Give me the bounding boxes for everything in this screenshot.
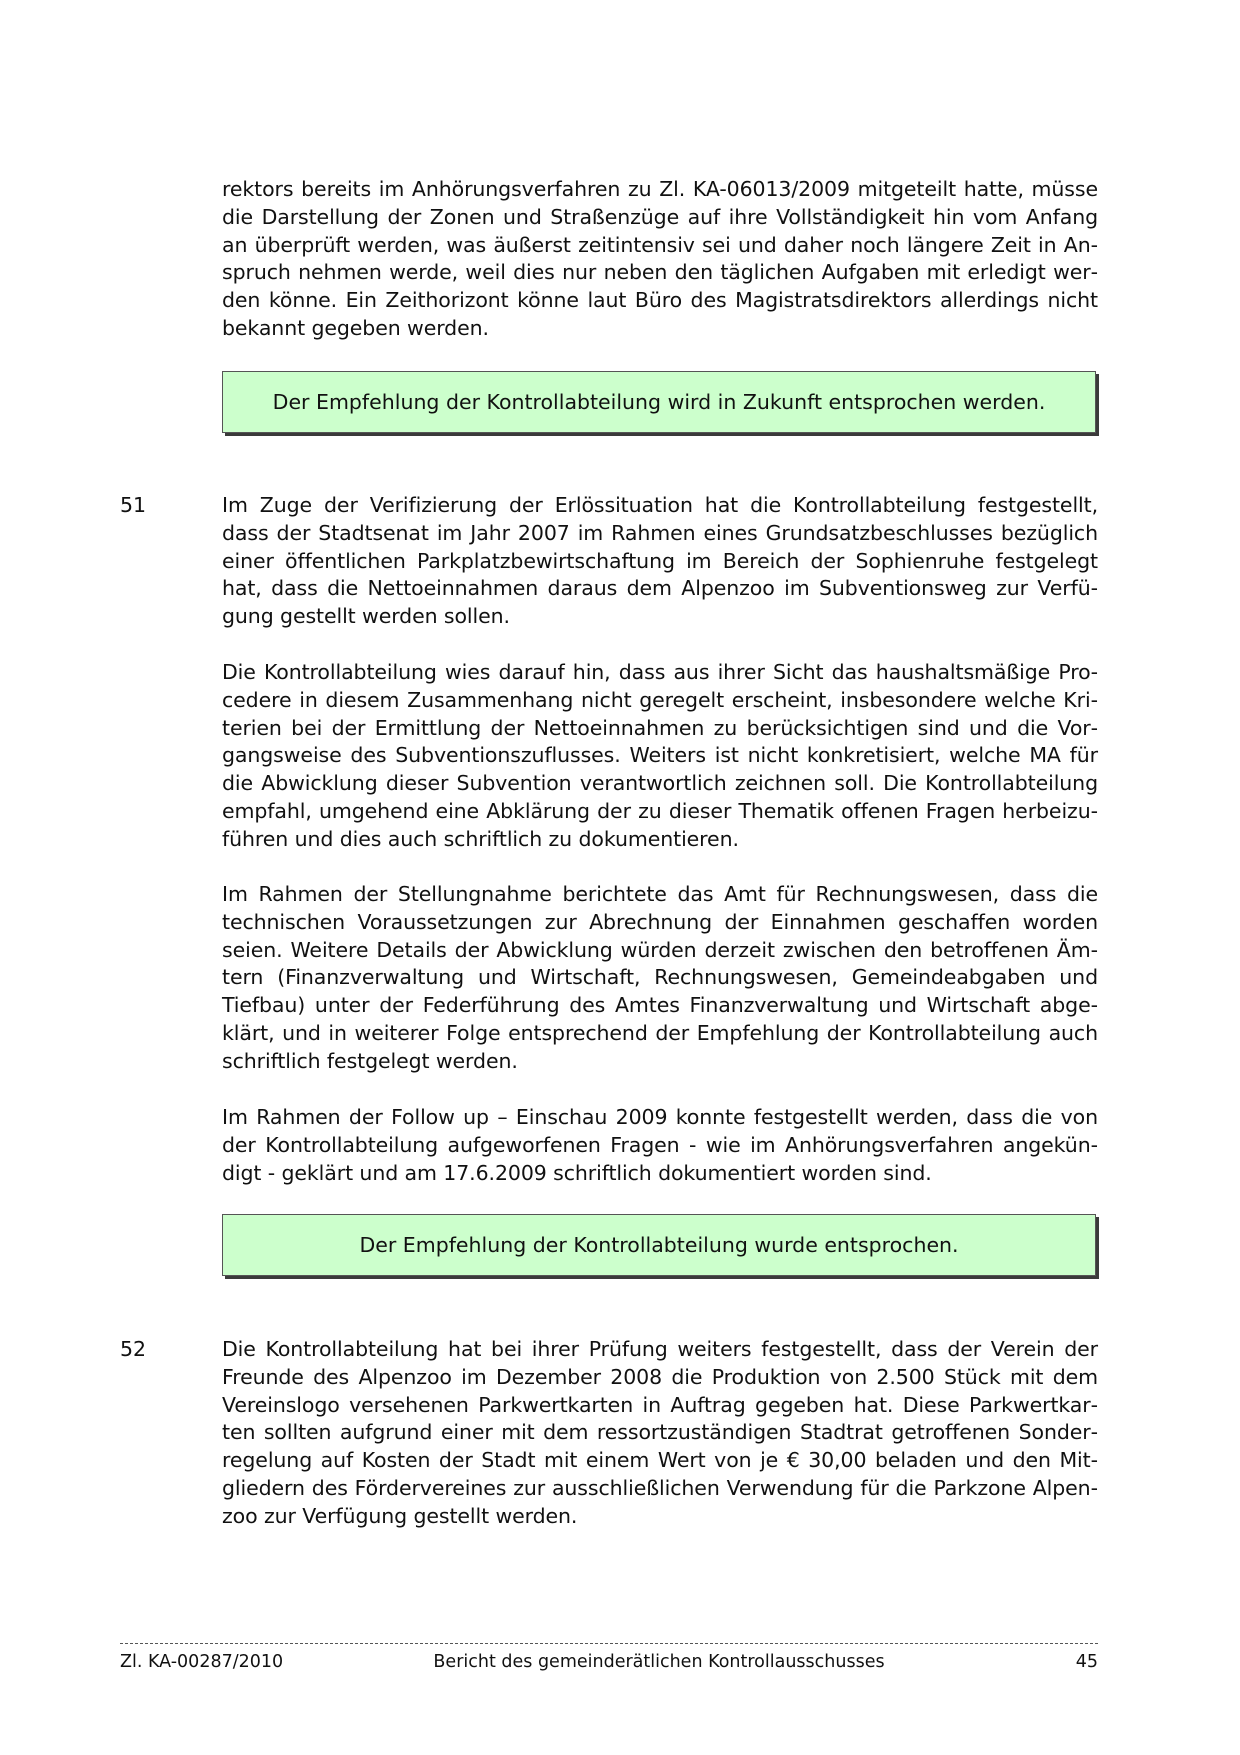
paragraph-51-verification: Im Zuge der Verifizierung der Erlössituation hat die Kontrollabteilung festgestellt, dass der Stadtsenat im Jahr 2007 im Rahmen eines Grundsatzbeschlusses bezüglich einer öffentlichen Parkplatzbewirtschaftung im Bereich der Sophienruhe festgelegt hat, dass die Nettoeinnahmen daraus dem Alpenzoo im Subventionsweg zur Verfügung gestellt werden sollen. bbox=[222, 493, 1098, 629]
footer-divider bbox=[120, 1643, 1098, 1644]
paragraph-51-follow-up: Im Rahmen der Follow up – Einschau 2009 konnte festgestellt werden, dass die von der Kontrollabteilung aufgeworfenen Fragen - wie im Anhörungsverfahren angekündigt - geklärt und am 17.6.2009 schriftlich dokumentiert worden sind. bbox=[222, 1105, 1098, 1185]
section-number-51: 51 bbox=[120, 493, 147, 517]
footer-page-number: 45 bbox=[1075, 1652, 1098, 1672]
footer-title: Bericht des gemeinderätlichen Kontrollausschusses bbox=[433, 1652, 885, 1672]
paragraph-intro: rektors bereits im Anhörungsverfahren zu Zl. KA-06013/2009 mitgeteilt hatte, müsse die Darstellung der Zonen und Straßenzüge auf ihre Vollständigkeit hin vom Anfang an überprüft werden, was äußerst zeitintensiv sei und daher noch längere Zeit in Anspruch nehmen werde, weil dies nur neben den täglichen Aufgaben mit erledigt werden könne. Ein Zeithorizont könne laut Büro des Magistratsdirektors allerdings nicht bekannt gegeben werden. bbox=[222, 177, 1098, 340]
recommendation-box-fulfilled: Der Empfehlung der Kontrollabteilung wurde entsprochen. bbox=[222, 1214, 1096, 1276]
recommendation-box-future: Der Empfehlung der Kontrollabteilung wird in Zukunft entsprochen werden. bbox=[222, 371, 1096, 433]
paragraph-52-parking-cards: Die Kontrollabteilung hat bei ihrer Prüfung weiters festgestellt, dass der Verein der Freunde des Alpenzoo im Dezember 2008 die Produktion von 2.500 Stück mit dem Vereinslogo versehenen Parkwertkarten in Auftrag gegeben hat. Diese Parkwertkarten sollten aufgrund einer mit dem ressortzuständigen Stadtrat getroffenen Sonderregelung auf Kosten der Stadt mit einem Wert von je € 30,00 beladen und den Mitgliedern des Fördervereines zur ausschließlichen Verwendung für die Parkzone Alpenzoo zur Verfügung gestellt werden. bbox=[222, 1337, 1098, 1528]
paragraph-51-statement: Im Rahmen der Stellungnahme berichtete das Amt für Rechnungswesen, dass die technischen Voraussetzungen zur Abrechnung der Einnahmen geschaffen worden seien. Weitere Details der Abwicklung würden derzeit zwischen den betroffenen Ämtern (Finanzverwaltung und Wirtschaft, Rechnungswesen, Gemeindeabgaben und Tiefbau) unter der Federführung des Amtes Finanzverwaltung und Wirtschaft abgeklärt, und in weiterer Folge entsprechend der Empfehlung der Kontrollabteilung auch schriftlich festgelegt werden. bbox=[222, 882, 1098, 1073]
footer-reference: Zl. KA-00287/2010 bbox=[120, 1652, 284, 1672]
paragraph-51-procedure: Die Kontrollabteilung wies darauf hin, dass aus ihrer Sicht das haushaltsmäßige Procedere in diesem Zusammenhang nicht geregelt erscheint, insbesondere welche Kriterien bei der Ermittlung der Nettoeinnahmen zu berücksichtigen sind und die Vorgangsweise des Subventionszuflusses. Weiters ist nicht konkretisiert, welche MA für die Abwicklung dieser Subvention verantwortlich zeichnen soll. Die Kontrollabteilung empfahl, umgehend eine Abklärung der zu dieser Thematik offenen Fragen herbeizuführen und dies auch schriftlich zu dokumentieren. bbox=[222, 660, 1098, 851]
section-number-52: 52 bbox=[120, 1337, 147, 1361]
